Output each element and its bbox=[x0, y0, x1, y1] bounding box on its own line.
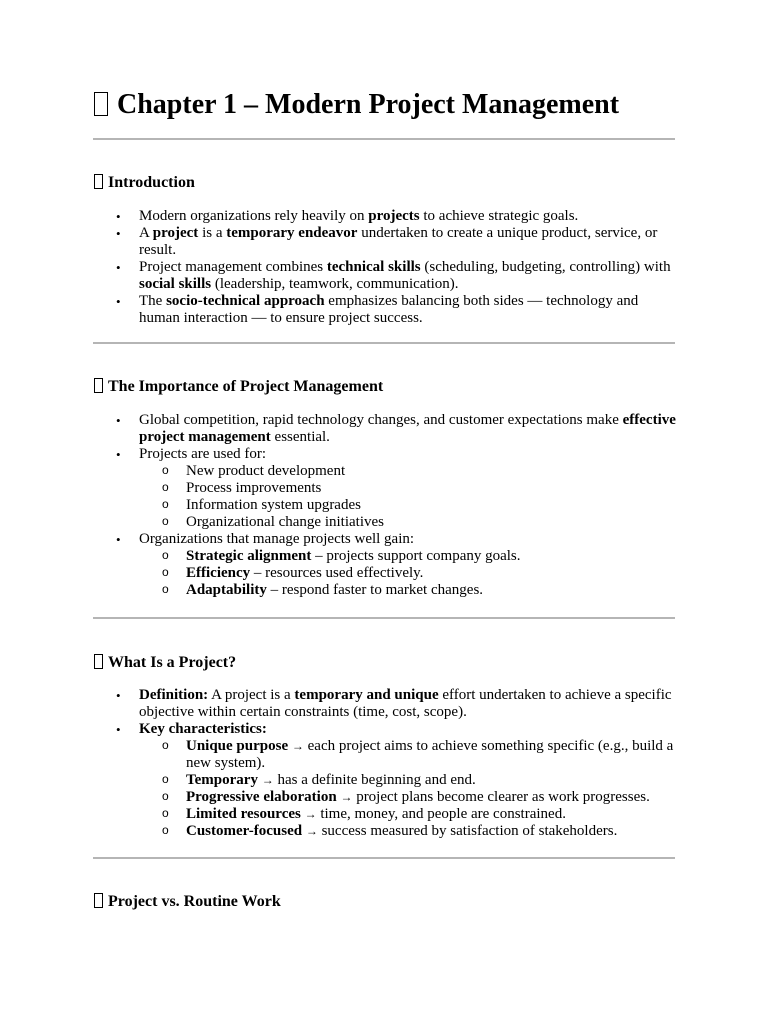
what-is-a-project-section bbox=[94, 687, 676, 840]
section-heading-project-vs-routine-work: Project vs. Routine Work bbox=[94, 891, 281, 912]
bullet-icon: • bbox=[116, 688, 121, 703]
bullet-icon: • bbox=[116, 294, 121, 309]
sub-list-item: o Organizational change initiatives bbox=[162, 514, 384, 530]
divider bbox=[93, 857, 675, 859]
sub-list-item: o Adaptability – respond faster to market changes. bbox=[162, 582, 484, 598]
sub-bullet-icon: o bbox=[162, 463, 169, 477]
sub-list-item: o Process improvements bbox=[162, 480, 322, 496]
list-item: • Global competition, rapid technology changes, and customer expectations make effective project management essential. bbox=[116, 412, 676, 445]
sub-list-item: o Efficiency – resources used effectively. bbox=[162, 565, 424, 581]
missing-glyph-icon bbox=[94, 654, 103, 669]
sub-list-item: o Information system upgrades bbox=[162, 497, 361, 513]
sub-list bbox=[139, 463, 676, 531]
divider bbox=[93, 138, 675, 140]
arrow-icon: → bbox=[304, 807, 317, 821]
bullet-icon: • bbox=[116, 413, 121, 428]
sub-bullet-icon: o bbox=[162, 565, 169, 579]
sub-bullet-icon: o bbox=[162, 738, 169, 752]
divider bbox=[93, 617, 675, 619]
sub-list-item: o Customer-focused → success measured by satisfaction of stakeholders. bbox=[162, 823, 618, 839]
sub-bullet-icon: o bbox=[162, 823, 169, 837]
importance-section bbox=[94, 412, 676, 599]
missing-glyph-icon bbox=[94, 174, 103, 189]
sub-bullet-icon: o bbox=[162, 772, 169, 786]
sub-list-item: o Temporary → has a definite beginning and end. bbox=[162, 772, 476, 788]
list-item: • Definition: A project is a temporary and unique effort undertaken to achieve a specific objective within certain constraints (time, cost, scope). bbox=[116, 687, 672, 720]
sub-list bbox=[139, 548, 676, 599]
sub-list-item: o Limited resources → time, money, and people are constrained. bbox=[162, 806, 566, 822]
section-heading-importance: The Importance of Project Management bbox=[94, 376, 383, 397]
bullet-icon: • bbox=[116, 209, 121, 224]
bullet-icon: • bbox=[116, 260, 121, 275]
bullet-list bbox=[94, 412, 676, 599]
arrow-icon: → bbox=[340, 790, 353, 804]
list-item: • Modern organizations rely heavily on projects to achieve strategic goals. bbox=[116, 208, 579, 224]
bullet-icon: • bbox=[116, 532, 121, 547]
list-item: • Projects are used for: o New product development o Process improvements o Information system upgrades o Organizational change initiatives bbox=[94, 446, 676, 531]
sub-bullet-icon: o bbox=[162, 582, 169, 596]
list-item: • A project is a temporary endeavor undertaken to create a unique product, service, or result. bbox=[116, 225, 658, 258]
sub-list-item: o Strategic alignment – projects support company goals. bbox=[162, 548, 521, 564]
arrow-icon: → bbox=[291, 739, 304, 753]
sub-list bbox=[139, 738, 676, 840]
sub-bullet-icon: o bbox=[162, 806, 169, 820]
sub-list-item: o New product development bbox=[162, 463, 346, 479]
divider bbox=[93, 342, 675, 344]
bullet-list bbox=[94, 687, 676, 840]
section-heading-what-is-a-project: What Is a Project? bbox=[94, 652, 236, 673]
sub-bullet-icon: o bbox=[162, 789, 169, 803]
sub-list-item: o Progressive elaboration → project plans become clearer as work progresses. bbox=[162, 789, 650, 805]
bullet-icon: • bbox=[116, 722, 121, 737]
page-title: Chapter 1 – Modern Project Management bbox=[94, 86, 619, 124]
sub-bullet-icon: o bbox=[162, 548, 169, 562]
arrow-icon: → bbox=[261, 773, 274, 787]
bullet-list bbox=[94, 208, 676, 327]
sub-bullet-icon: o bbox=[162, 480, 169, 494]
list-item: • Key characteristics: o Unique purpose → each project aims to achieve something specific (e.g., build a new system). o Temporary → has a definite beginning and end. o Progressive elaboration → project plans become clearer as work progresses. o Limited resources → time, money, and people are constrained. o Customer-focused → success measured by satisfaction of stakeholders. bbox=[94, 721, 676, 840]
arrow-icon: → bbox=[305, 824, 318, 838]
missing-glyph-icon bbox=[94, 378, 103, 393]
missing-glyph-icon bbox=[94, 92, 108, 116]
sub-bullet-icon: o bbox=[162, 514, 169, 528]
introduction-section bbox=[94, 208, 676, 327]
list-item: • The socio-technical approach emphasizes balancing both sides — technology and human interaction — to ensure project success. bbox=[116, 293, 639, 326]
section-heading-introduction: Introduction bbox=[94, 172, 195, 193]
sub-bullet-icon: o bbox=[162, 497, 169, 511]
missing-glyph-icon bbox=[94, 893, 103, 908]
sub-list-item: o Unique purpose → each project aims to achieve something specific (e.g., build a new system). bbox=[162, 738, 674, 771]
list-item: • Project management combines technical skills (scheduling, budgeting, controlling) with social skills (leadership, teamwork, communication). bbox=[116, 259, 671, 292]
bullet-icon: • bbox=[116, 226, 121, 241]
list-item: • Organizations that manage projects well gain: o Strategic alignment – projects support company goals. o Efficiency – resources used effectively. o Adaptability – respond faster to market changes. bbox=[94, 531, 676, 599]
bullet-icon: • bbox=[116, 447, 121, 462]
